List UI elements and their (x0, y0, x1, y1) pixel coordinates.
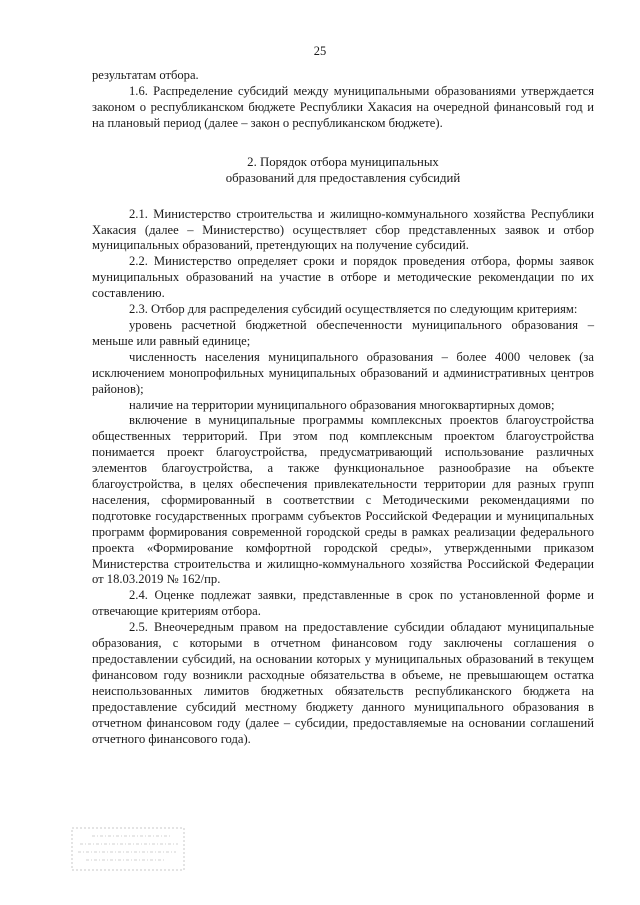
page-number: 25 (313, 44, 327, 58)
paragraph-2-1: 2.1. Министерство строительства и жилищно-коммунального хозяйства Республики Хакасия (далее – Министерство) осуществляет сбор представленных заявок и отбор муниципальных образований, претендующих на получение субсидий. (92, 206, 594, 253)
paragraph-2-3: 2.3. Отбор для распределения субсидий осуществляется по следующим критериям: (129, 302, 578, 317)
section-heading-line-1: 2. Порядок отбора муниципальных (247, 154, 439, 169)
paragraph-1-6: 1.6. Распределение субсидий между муниципальными образованиями утверждается законом о республиканском бюджете Республики Хакасия на очередной финансовый год и на плановый период (далее – закон о республиканском бюджете). (92, 83, 594, 130)
faded-stamp-icon (70, 826, 186, 872)
paragraph-2-2: 2.2. Министерство определяет сроки и порядок проведения отбора, формы заявок муниципальных образований на участие в отборе и методические рекомендации по их составлению. (92, 254, 594, 301)
section-heading-line-2: образований для предоставления субсидий (225, 170, 461, 185)
document-body (92, 68, 594, 747)
criterion-population: численность населения муниципального образования – более 4000 человек (за исключением монопрофильных муниципальных образований и административных центров районов); (92, 349, 594, 396)
paragraph-continuation: результатам отбора. (92, 68, 199, 82)
paragraph-2-5: 2.5. Внеочередным правом на предоставление субсидии обладают муниципальные образования, с которыми в отчетном финансовом году заключены соглашения о предоставлении субсидий, на основании которых у муниципальных образований в текущем финансовом году возникли расходные обязательства в объеме, не превышающем остатка неиспользованных лимитов бюджетных обязательств республиканского бюджета на предоставление субсидий местному бюджету данного муниципального образования в отчетном финансовом году (далее – субсидии, предоставляемые на основании соглашений отчетного финансового года). (92, 620, 594, 746)
section-heading (92, 154, 594, 186)
paragraph-2-4: 2.4. Оценке подлежат заявки, представленные в срок по установленной форме и отвечающие критериям отбора. (92, 588, 594, 619)
criterion-budget-sufficiency: уровень расчетной бюджетной обеспеченности муниципального образования – меньше или равный единице; (92, 317, 594, 348)
criterion-apartment-buildings: наличие на территории муниципального образования многоквартирных домов; (129, 397, 555, 412)
criterion-complex-projects: включение в муниципальные программы комплексных проектов благоустройства общественных территорий. При этом под комплексным проектом благоустройства понимается проект благоустройства, предусматривающий использование различных элементов благоустройства, а также функциональное разнообразие на объекте благоустройства, в целях обеспечения привлекательности территории для разных групп населения, сформированный в соответствии с Методическими рекомендациями по подготовке государственных программ субъектов Российской Федерации и муниципальных программ формирования современной городской среды в рамках реализации федерального проекта «Формирование комфортной городской среды», утвержденными приказом Министерства строительства и жилищно-коммунального хозяйства Российской Федерации от 18.03.2019 № 162/пр. (92, 413, 594, 587)
